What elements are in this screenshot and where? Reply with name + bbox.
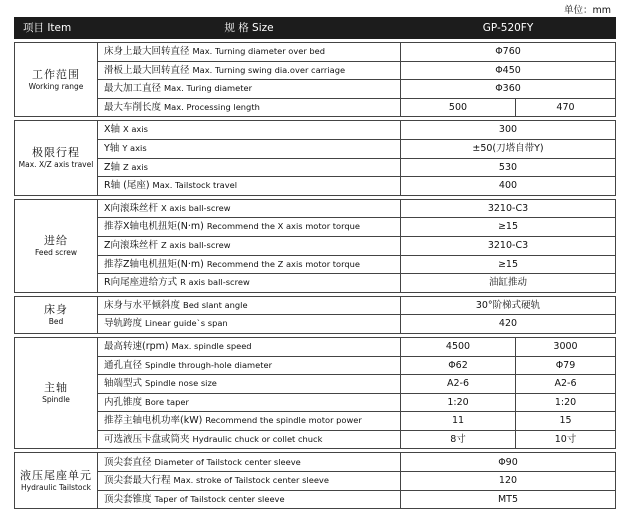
group-label-cell [15,337,98,449]
table-row [15,177,616,196]
item-label-cn: 轴端型式 [104,378,143,390]
item-cell [98,337,401,356]
table-row [15,430,616,449]
item-label-cn: 可选液压卡盘或筒夹 [104,433,190,445]
table-row [15,490,616,509]
item-label-cn: 滑板上最大回转直径 [104,64,190,76]
table-row [15,315,616,334]
group-label-cn: 主轴 [44,381,68,395]
item-label-en: Taper of Tailstock center sleeve [154,493,285,504]
value-cell: 8寸 [401,430,516,449]
item-cell [98,139,401,158]
table-row [15,80,616,99]
item-label-en: Recommend the X axis motor torque [206,221,360,232]
value-cell: 3000 [516,337,616,356]
item-label-en: Bed slant angle [183,299,248,310]
value-cell: Φ360 [401,80,616,99]
value-cell: A2-6 [516,375,616,394]
item-label-en: Max. Tailstock travel [152,180,238,191]
item-cell [98,375,401,394]
item-cell [98,274,401,293]
item-cell [98,412,401,431]
item-label-cn: 顶尖套最大行程 [104,475,171,487]
value-cell: 1:20 [401,393,516,412]
table-row [15,121,616,140]
item-label-cn: 推荐主轴电机功率(kW) [104,415,203,427]
value-cell: 4500 [401,337,516,356]
group-label-cn: 工作范围 [32,67,80,81]
item-cell [98,490,401,509]
table-body [15,39,616,509]
item-label-en: Spindle through-hole diameter [145,359,273,370]
value-cell: 300 [401,121,616,140]
item-label-en: Max. spindle speed [171,340,252,351]
item-cell [98,61,401,80]
item-label-en: R axis ball-screw [180,277,250,288]
item-cell [98,80,401,99]
value-cell: Φ760 [401,43,616,62]
group-label-en: Feed screw [35,247,77,257]
table-header [15,18,616,39]
value-cell: A2-6 [401,375,516,394]
table-row [15,61,616,80]
item-label-cn: Z向滚珠丝杆 [104,239,159,251]
item-label-cn: 内孔锥度 [104,396,143,408]
value-cell: 470 [516,98,616,117]
table-row [15,453,616,472]
item-label-en: Max. stroke of Tailstock center sleeve [173,475,329,486]
item-label-en: Recommend the Z axis motor torque [206,258,360,269]
item-cell [98,315,401,334]
value-cell: Φ79 [516,356,616,375]
table-row [15,236,616,255]
group-label-cell [15,121,98,195]
item-cell [98,177,401,196]
value-cell: 10寸 [516,430,616,449]
table-row [15,412,616,431]
item-cell [98,393,401,412]
item-label-cn: 推荐Z轴电机扭矩(N·m) [104,258,204,270]
value-cell: Φ62 [401,356,516,375]
item-label-cn: R轴 (尾座) [104,180,150,192]
item-label-en: Bore taper [145,396,189,407]
item-label-en: Recommend the spindle motor power [205,415,362,426]
table-row [15,393,616,412]
value-cell: 3210-C3 [401,236,616,255]
item-label-cn: 顶尖套锥度 [104,493,152,505]
table-row [15,356,616,375]
item-label-cn: R向尾座进给方式 [104,277,178,289]
group-label-en: Hydraulic Tailstock [21,483,91,493]
value-cell: 油缸推动 [401,274,616,293]
item-label-cn: 最高转速(rpm) [104,340,169,352]
table-row [15,43,616,62]
value-cell: 530 [401,158,616,177]
value-cell: ≥15 [401,255,616,274]
item-label-cn: 最大车削长度 [104,101,162,113]
group-label-en: Bed [48,317,64,327]
item-label-en: Max. Processing length [164,101,260,112]
item-label-cn: 床身上最大回转直径 [104,46,190,58]
item-cell [98,236,401,255]
value-cell: 420 [401,315,616,334]
group-label-cn: 极限行程 [32,146,80,160]
item-label-cn: 通孔直径 [104,359,143,371]
header-model: GP-520FY [401,18,616,39]
item-label-en: Max. Turing diameter [164,83,252,94]
table-row [15,337,616,356]
group-label-cell [15,43,98,117]
item-label-en: X axis ball-screw [161,202,231,213]
item-label-en: Max. Turning diameter over bed [192,46,326,57]
item-cell [98,472,401,491]
group-label-cell [15,296,98,333]
group-label-cn: 液压尾座单元 [20,469,92,483]
item-cell [98,98,401,117]
group-label-cell [15,453,98,509]
value-cell: 500 [401,98,516,117]
item-cell [98,453,401,472]
table-row [15,139,616,158]
item-label-cn: 床身与水平倾斜度 [104,299,181,311]
item-label-en: Spindle nose size [145,378,217,389]
item-cell [98,218,401,237]
item-cell [98,255,401,274]
item-cell [98,356,401,375]
item-label-cn: 推荐X轴电机扭矩(N·m) [104,221,204,233]
item-label-cn: 顶尖套直径 [104,456,152,468]
group-label-cell [15,199,98,292]
item-cell [98,43,401,62]
item-label-en: Hydraulic chuck or collet chuck [192,433,323,444]
table-row [15,255,616,274]
table-row [15,274,616,293]
group-label-en: Max. X/Z axis travel [18,160,94,170]
value-cell: ±50(刀塔自带Y) [401,139,616,158]
item-label-cn: 最大加工直径 [104,83,162,95]
value-cell: 11 [401,412,516,431]
group-label-cn: 进给 [44,233,68,247]
item-cell [98,199,401,218]
header-item: 项目 Item [15,18,98,39]
value-cell: Φ90 [401,453,616,472]
item-cell [98,430,401,449]
value-cell: Φ450 [401,61,616,80]
value-cell: 120 [401,472,616,491]
table-row [15,375,616,394]
value-cell: ≥15 [401,218,616,237]
item-label-en: X axis [123,124,148,135]
group-label-en: Working range [28,81,84,91]
value-cell: 30°阶梯式硬轨 [401,296,616,315]
table-row [15,472,616,491]
item-label-cn: X向滚珠丝杆 [104,202,159,214]
item-cell [98,158,401,177]
header-size: 规 格 Size [98,18,401,39]
item-cell [98,296,401,315]
value-cell: MT5 [401,490,616,509]
value-cell: 3210-C3 [401,199,616,218]
item-label-cn: X轴 [104,124,121,136]
item-label-en: Z axis [123,161,148,172]
item-label-en: Max. Turning swing dia.over carriage [192,64,346,75]
table-row [15,199,616,218]
value-cell: 1:20 [516,393,616,412]
table-row [15,218,616,237]
item-label-en: Z axis ball-screw [161,239,231,250]
item-label-en: Y axis [122,143,147,154]
item-label-cn: Y轴 [104,143,120,155]
item-label-en: Linear guide`s span [145,318,228,329]
unit-label: 单位：mm [563,5,611,16]
item-label-cn: 导轨跨度 [104,318,143,330]
table-row [15,98,616,117]
item-label-cn: Z轴 [104,161,121,173]
group-label-cn: 床身 [44,303,68,317]
value-cell: 400 [401,177,616,196]
spec-table [14,17,616,509]
table-row [15,296,616,315]
table-row [15,158,616,177]
item-label-en: Diameter of Tailstock center sleeve [154,456,301,467]
value-cell: 15 [516,412,616,431]
item-cell [98,121,401,140]
group-label-en: Spindle [42,395,70,405]
